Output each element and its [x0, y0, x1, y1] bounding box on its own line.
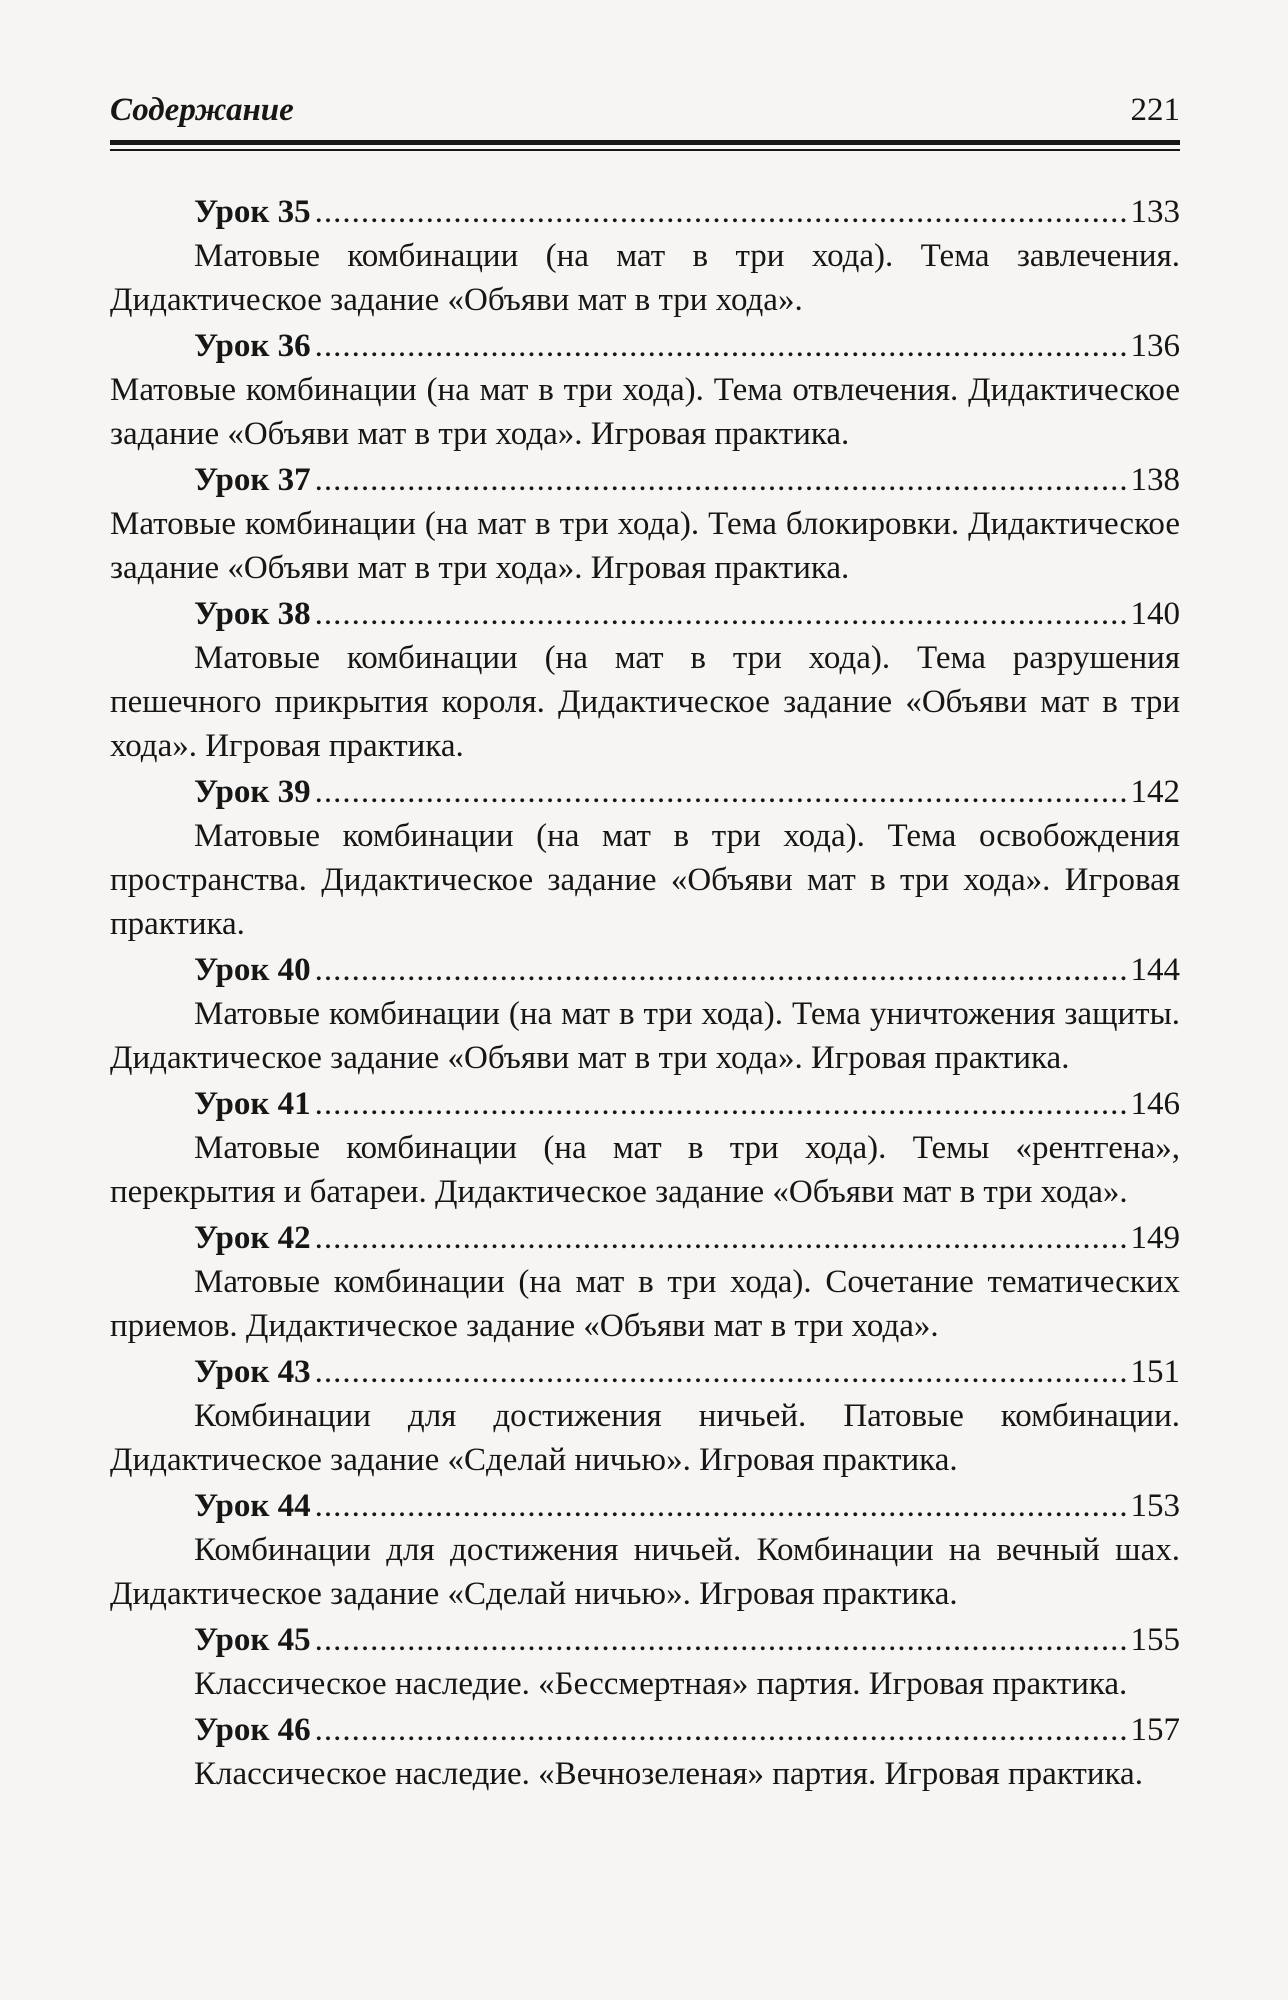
- lesson-description: Матовые комбинации (на мат в три хода). Тема освобождения пространства. Дидактическое задание «Объяви мат в три хода». Игровая практика.: [110, 818, 1180, 942]
- toc-entry: [110, 1484, 1180, 1618]
- lesson-page-number: 142: [1130, 774, 1180, 810]
- lesson-title: Урок 45: [194, 1622, 311, 1658]
- dot-leader: [315, 458, 1127, 502]
- toc-entry-heading: [110, 770, 1180, 814]
- lesson-description: Классическое наследие. «Вечнозеленая» партия. Игровая практика.: [194, 1756, 1143, 1792]
- toc-entry: [110, 1082, 1180, 1216]
- lesson-page-number: 146: [1130, 1086, 1180, 1122]
- toc-entry-heading: [110, 1082, 1180, 1126]
- toc-entry-heading: [110, 1708, 1180, 1752]
- toc-entry: [110, 324, 1180, 458]
- lesson-title: Урок 41: [194, 1086, 311, 1122]
- lesson-description: Матовые комбинации (на мат в три хода). Тема блокировки. Дидактическое задание «Объяви мат в три хода». Игровая практика.: [110, 506, 1180, 586]
- toc-entry: [110, 948, 1180, 1082]
- toc-entry-heading: [110, 458, 1180, 502]
- lesson-title: Урок 39: [194, 774, 311, 810]
- dot-leader: [315, 1708, 1127, 1752]
- lesson-page-number: 138: [1130, 462, 1180, 498]
- lesson-description: Матовые комбинации (на мат в три хода). Тема уничтожения защиты. Дидактическое задание «Объяви мат в три хода». Игровая практика.: [110, 996, 1180, 1076]
- toc-entry: [110, 1350, 1180, 1484]
- lesson-title: Урок 35: [194, 194, 311, 230]
- toc-entry-heading: [110, 190, 1180, 234]
- lesson-title: Урок 44: [194, 1488, 311, 1524]
- lesson-title: Урок 43: [194, 1354, 311, 1390]
- lesson-page-number: 144: [1130, 952, 1180, 988]
- toc-entry-heading: [110, 1484, 1180, 1528]
- toc-entry-heading: [110, 1618, 1180, 1662]
- lesson-page-number: 140: [1130, 596, 1180, 632]
- dot-leader: [315, 1484, 1127, 1528]
- lesson-description: Комбинации для достижения ничьей. Комбинации на вечный шах. Дидактическое задание «Сделай ничью». Игровая практика.: [110, 1532, 1180, 1612]
- lesson-page-number: 155: [1130, 1622, 1180, 1658]
- toc-entry: [110, 1708, 1180, 1798]
- table-of-contents: [110, 190, 1180, 1798]
- header-page-number: 221: [1130, 92, 1180, 128]
- toc-entry-heading: [110, 948, 1180, 992]
- dot-leader: [315, 592, 1127, 636]
- toc-entry-heading: [110, 592, 1180, 636]
- dot-leader: [315, 1082, 1127, 1126]
- lesson-title: Урок 37: [194, 462, 311, 498]
- toc-entry: [110, 190, 1180, 324]
- dot-leader: [315, 324, 1127, 368]
- toc-entry: [110, 770, 1180, 948]
- header-rule-thick: [110, 140, 1180, 145]
- lesson-title: Урок 42: [194, 1220, 311, 1256]
- toc-entry: [110, 592, 1180, 770]
- dot-leader: [315, 1618, 1127, 1662]
- lesson-page-number: 136: [1130, 328, 1180, 364]
- lesson-page-number: 151: [1130, 1354, 1180, 1390]
- lesson-description: Матовые комбинации (на мат в три хода). Тема завлечения. Дидактическое задание «Объяви мат в три хода».: [110, 238, 1180, 318]
- lesson-description: Классическое наследие. «Бессмертная» партия. Игровая практика.: [194, 1666, 1128, 1702]
- toc-entry-heading: [110, 324, 1180, 368]
- header-rule-thin: [110, 149, 1180, 151]
- lesson-title: Урок 40: [194, 952, 311, 988]
- toc-entry-heading: [110, 1350, 1180, 1394]
- lesson-description: Матовые комбинации (на мат в три хода). Тема отвлечения. Дидактическое задание «Объяви мат в три хода». Игровая практика.: [110, 372, 1180, 452]
- lesson-title: Урок 38: [194, 596, 311, 632]
- toc-entry-heading: [110, 1216, 1180, 1260]
- lesson-description: Матовые комбинации (на мат в три хода). Сочетание тематических приемов. Дидактическое задание «Объяви мат в три хода».: [110, 1264, 1180, 1344]
- lesson-description: Матовые комбинации (на мат в три хода). Темы «рентгена», перекрытия и батареи. Дидактическое задание «Объяви мат в три хода».: [110, 1130, 1180, 1210]
- running-header: [110, 92, 1180, 138]
- lesson-title: Урок 36: [194, 328, 311, 364]
- dot-leader: [315, 770, 1127, 814]
- dot-leader: [315, 190, 1127, 234]
- lesson-page-number: 157: [1130, 1712, 1180, 1748]
- lesson-page-number: 153: [1130, 1488, 1180, 1524]
- lesson-description: Комбинации для достижения ничьей. Патовые комбинации. Дидактическое задание «Сделай ничью». Игровая практика.: [110, 1398, 1180, 1478]
- lesson-description: Матовые комбинации (на мат в три хода). Тема разрушения пешечного прикрытия короля. Дидактическое задание «Объяви мат в три хода». Игровая практика.: [110, 640, 1180, 764]
- toc-entry: [110, 1618, 1180, 1708]
- dot-leader: [315, 948, 1127, 992]
- lesson-page-number: 149: [1130, 1220, 1180, 1256]
- dot-leader: [315, 1216, 1127, 1260]
- dot-leader: [315, 1350, 1127, 1394]
- toc-entry: [110, 1216, 1180, 1350]
- header-title: Содержание: [110, 92, 294, 128]
- toc-entry: [110, 458, 1180, 592]
- lesson-page-number: 133: [1130, 194, 1180, 230]
- lesson-title: Урок 46: [194, 1712, 311, 1748]
